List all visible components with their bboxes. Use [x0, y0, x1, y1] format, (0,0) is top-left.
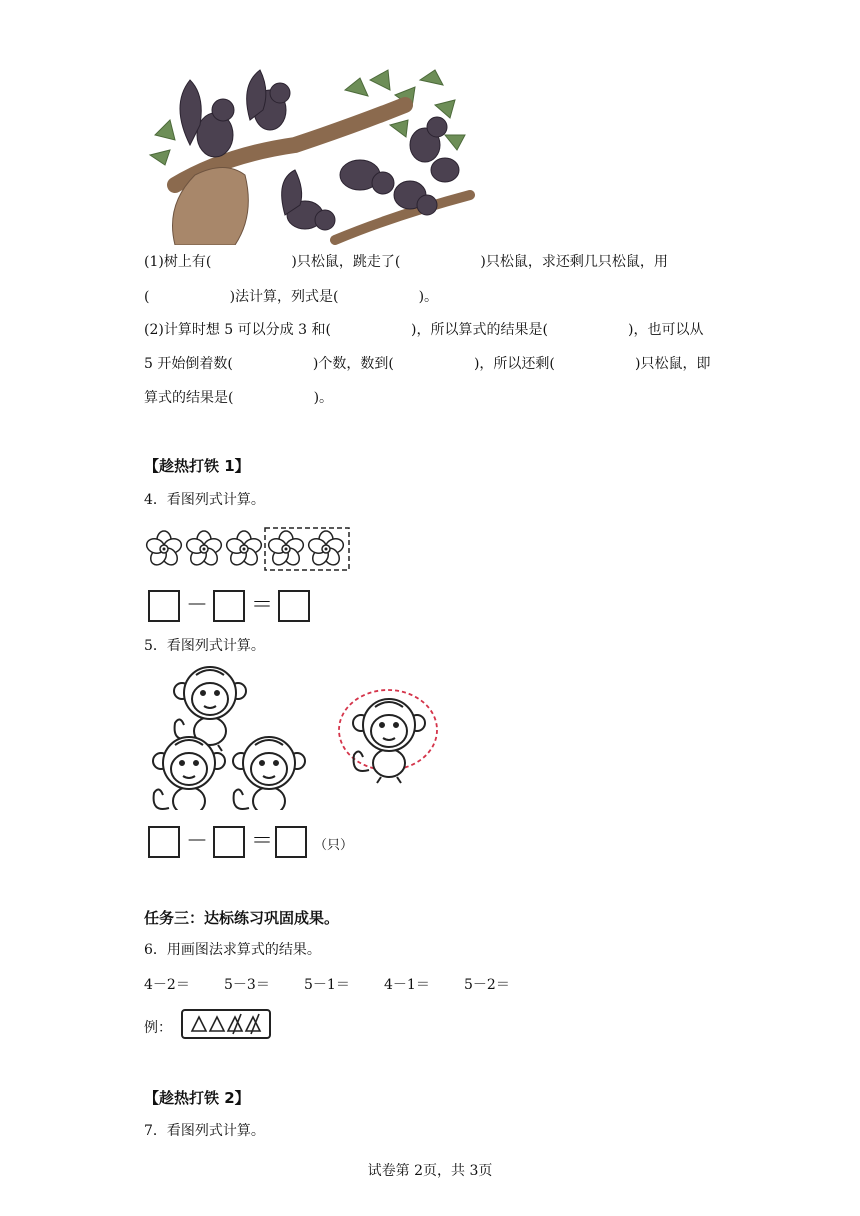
- q5-title: 5．看图列式计算。: [144, 638, 265, 654]
- section-title-2: 【趁热打铁 2】: [144, 1089, 250, 1107]
- flower-icon: [225, 531, 263, 568]
- answer-box[interactable]: [213, 590, 245, 622]
- equals-sign: ＝: [251, 593, 274, 618]
- answer-box[interactable]: [275, 826, 307, 858]
- flower-icon: [307, 531, 345, 568]
- minus-sign: －: [186, 593, 209, 618]
- equals-sign: ＝: [251, 829, 274, 854]
- monkey-icon: [353, 699, 425, 783]
- q3-line-1: (1)树上有( )只松鼠，跳走了( )只松鼠，求还剩几只松鼠，用: [144, 254, 668, 270]
- q6-expression: 5－2＝: [464, 977, 510, 993]
- q3-line-2: ( )法计算，列式是( )。: [144, 289, 439, 305]
- unit-label: （只）: [314, 838, 354, 853]
- q6-expression: 5－3＝: [224, 977, 270, 993]
- q3-line-3: (2)计算时想 5 可以分成 3 和( )，所以算式的结果是( )，也可以从: [144, 322, 704, 338]
- squirrels-on-tree-illustration: [145, 65, 475, 245]
- q6-expression: 4－2＝: [144, 977, 190, 993]
- example-label: 例：: [144, 1020, 172, 1036]
- monkeys-image: [144, 665, 444, 810]
- monkey-icon: [153, 737, 225, 810]
- example-triangles: [181, 1009, 271, 1039]
- answer-box[interactable]: [213, 826, 245, 858]
- q3-line-4: 5 开始倒着数( )个数，数到( )，所以还剩( )只松鼠，即: [144, 356, 711, 372]
- q7-title: 7．看图列式计算。: [144, 1123, 265, 1139]
- answer-box[interactable]: [148, 590, 180, 622]
- flower-icon: [185, 531, 223, 568]
- flower-icon: [145, 531, 183, 568]
- q6-title: 6．用画图法求算式的结果。: [144, 942, 321, 958]
- flower-icon: [267, 531, 305, 568]
- q3-line-5: 算式的结果是( )。: [144, 390, 334, 406]
- q6-expression: 5－1＝: [304, 977, 350, 993]
- flower-row-image: [144, 525, 354, 573]
- q4-title: 4．看图列式计算。: [144, 492, 265, 508]
- answer-box[interactable]: [148, 826, 180, 858]
- monkey-icon: [233, 737, 305, 810]
- q6-expression: 4－1＝: [384, 977, 430, 993]
- section-task-3: 任务三：达标练习巩固成果。: [144, 909, 340, 927]
- answer-box[interactable]: [278, 590, 310, 622]
- page-footer: 试卷第 2页，共 3页: [367, 1163, 493, 1179]
- minus-sign: －: [186, 829, 209, 854]
- section-title-1: 【趁热打铁 1】: [144, 457, 250, 475]
